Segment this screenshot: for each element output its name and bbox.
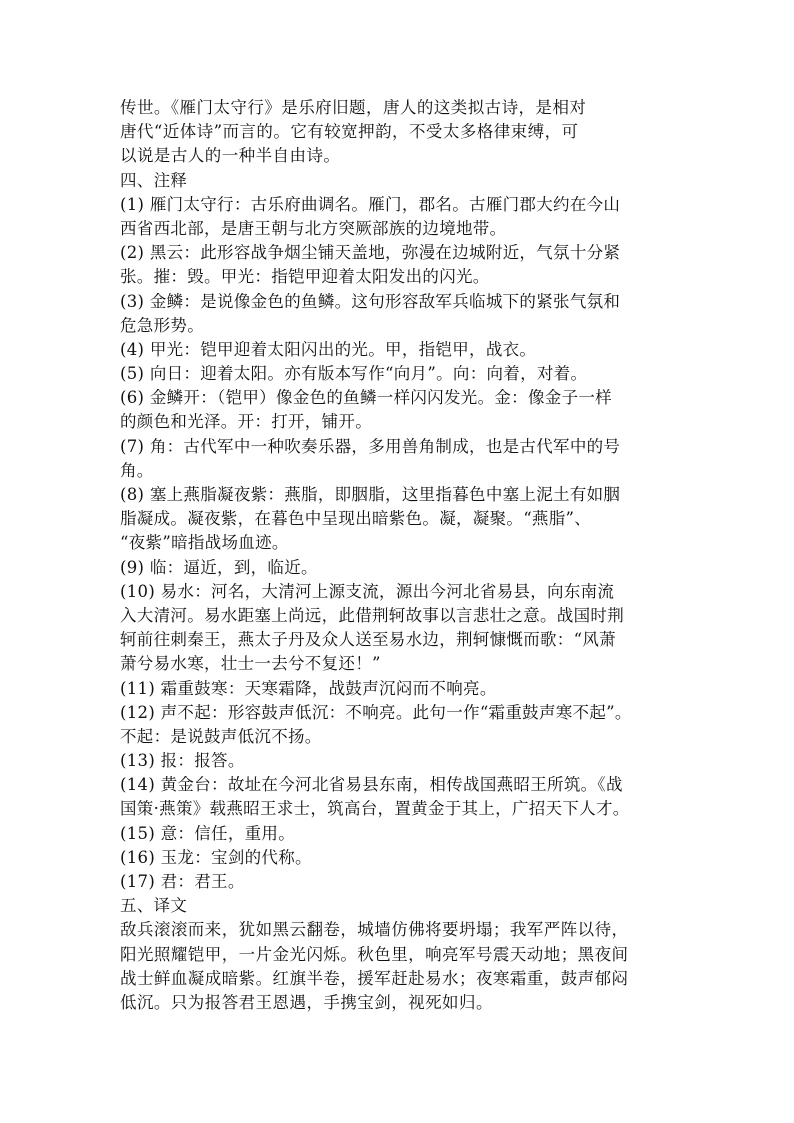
note-line: (14) 黄金台：故址在今河北省易县东南，相传战国燕昭王所筑。《战 xyxy=(120,775,623,795)
note-line: (10) 易水：河名，大清河上源支流，源出今河北省易县，向东南流 xyxy=(120,581,615,601)
translation-line: 敌兵滚滚而来，犹如黑云翻卷，城墙仿佛将要坍塌；我军严阵以待， xyxy=(120,920,629,940)
text-line: 唐代“近体诗”而言的。它有较宽押韵，不受太多格律束缚，可 xyxy=(120,122,579,142)
note-line: 张。摧：毁。甲光：指铠甲迎着太阳发出的闪光。 xyxy=(120,267,490,287)
note-line: (6) 金鳞开：（铠甲）像金色的鱼鳞一样闪闪发光。金：像金子一样 xyxy=(120,388,612,408)
translation-line: 战士鲜血凝成暗紫。红旗半卷，援军赶赴易水；夜寒霜重，鼓声郁闷 xyxy=(120,968,629,988)
note-line: (5) 向日：迎着太阳。亦有版本写作“向月”。向：向着，对着。 xyxy=(120,364,588,384)
note-line: (7) 角：古代军中一种吹奏乐器，多用兽角制成，也是古代军中的号 xyxy=(120,436,621,456)
intro-paragraph xyxy=(120,96,680,169)
note-line: (9) 临：逼近，到，临近。 xyxy=(120,557,318,577)
note-line: 的颜色和光泽。开：打开，铺开。 xyxy=(120,412,372,432)
note-line: (11) 霜重鼓寒：天寒霜降，战鼓声沉闷而不响亮。 xyxy=(120,678,497,698)
note-line: (2) 黑云：此形容战争烟尘铺天盖地，弥漫在边城附近，气氛十分紧 xyxy=(120,243,621,263)
translation-line: 低沉。只为报答君王恩遇，手携宝剑，视死如归。 xyxy=(120,992,493,1012)
section-heading-translation: 五、译文 xyxy=(120,896,188,916)
note-line: (1) 雁门太守行：古乐府曲调名。雁门，郡名。古雁门郡大约在今山 xyxy=(120,194,621,214)
note-line: 脂凝成。凝夜紫，在暮色中呈现出暗紫色。凝，凝聚。“燕脂”、 xyxy=(120,509,592,529)
section-heading-notes: 四、注释 xyxy=(120,170,188,190)
note-line: 危急形势。 xyxy=(120,315,204,335)
notes-section xyxy=(120,169,680,895)
note-line: (16) 玉龙：宝剑的代称。 xyxy=(120,847,312,867)
note-line: (8) 塞上燕脂凝夜紫：燕脂，即胭脂，这里指暮色中塞上泥土有如胭 xyxy=(120,485,621,504)
translation-line: 阳光照耀铠甲，一片金光闪烁。秋色里，响亮军号震天动地；黑夜间 xyxy=(120,944,629,964)
note-line: 入大清河。易水距塞上尚远，此借荆轲故事以言悲壮之意。战国时荆 xyxy=(120,605,624,625)
note-line: 国策·燕策》载燕昭王求士，筑高台，置黄金于其上，广招天下人才。 xyxy=(120,799,630,819)
note-line: (4) 甲光：铠甲迎着太阳闪出的光。甲，指铠甲，战衣。 xyxy=(120,339,537,359)
note-line: (17) 君：君王。 xyxy=(120,872,245,891)
note-line: 角。 xyxy=(120,460,154,480)
note-line: 萧兮易水寒，壮士一去兮不复还！” xyxy=(120,654,381,674)
note-line: (12) 声不起：形容鼓声低沉：不响亮。此句一作“霜重鼓声寒不起”。 xyxy=(120,702,632,722)
note-line: 西省西北部，是唐王朝与北方突厥部族的边境地带。 xyxy=(120,218,507,238)
note-line: 不起：是说鼓声低沉不扬。 xyxy=(120,726,322,746)
note-line: 轲前往刺秦王，燕太子丹及众人送至易水边，荆轲慷慨而歌：“风萧 xyxy=(120,630,616,650)
note-line: (15) 意：信任，重用。 xyxy=(120,823,296,843)
note-line: (3) 金鳞：是说像金色的鱼鳞。这句形容敌军兵临城下的紧张气氛和 xyxy=(120,291,621,311)
note-line: (13) 报：报答。 xyxy=(120,751,245,771)
document-page xyxy=(120,96,680,1015)
translation-section xyxy=(120,894,680,1015)
text-line: 以说是古人的一种半自由诗。 xyxy=(120,146,341,166)
note-line: “夜紫”暗指战场血迹。 xyxy=(120,533,289,553)
text-line: 传世。《雁门太守行》是乐府旧题，唐人的这类拟古诗，是相对 xyxy=(120,98,587,117)
